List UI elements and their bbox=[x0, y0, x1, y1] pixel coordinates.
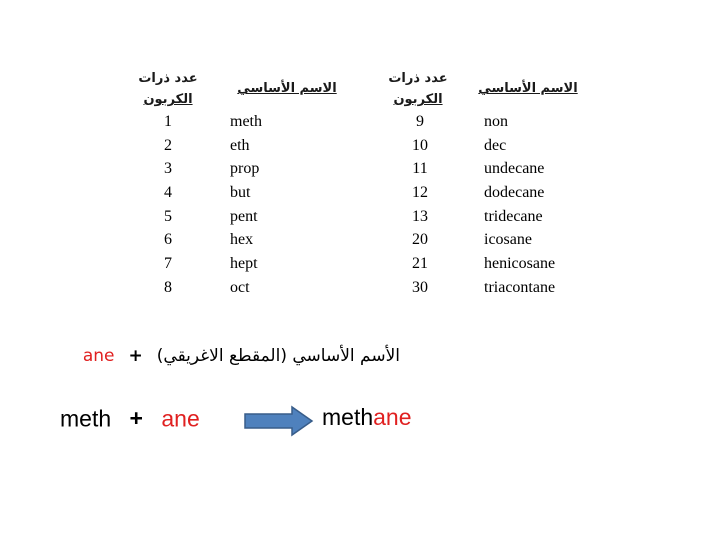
table-cell: prop bbox=[230, 160, 260, 178]
table-cell: undecane bbox=[484, 160, 545, 178]
table-cell: 30 bbox=[412, 278, 428, 296]
table-cell: 8 bbox=[164, 278, 172, 296]
table-cell: eth bbox=[230, 136, 250, 154]
table-cell: 20 bbox=[412, 231, 428, 249]
table-cell: meth bbox=[230, 113, 262, 130]
table-cell: 21 bbox=[412, 255, 428, 273]
table-cell: 2 bbox=[164, 136, 172, 154]
table-cell: icosane bbox=[484, 231, 532, 249]
header-carbon-count-1-line2: الكربون bbox=[143, 92, 193, 107]
right-arrow-icon bbox=[244, 405, 314, 437]
example-equation bbox=[60, 404, 200, 432]
header-carbon-count-1-line1: عدد ذرات bbox=[138, 71, 198, 86]
example-suffix: ane bbox=[161, 405, 200, 432]
rule-suffix: ane bbox=[82, 346, 115, 366]
example-plus: + bbox=[129, 405, 143, 432]
header-base-name-2 bbox=[478, 78, 578, 99]
table-cell: 12 bbox=[412, 184, 428, 202]
table-cell: 1 bbox=[164, 113, 172, 130]
header-base-name-2-text: الاسم الأساسي bbox=[478, 81, 578, 96]
table-cell: 6 bbox=[164, 231, 172, 249]
table-cell: 13 bbox=[412, 207, 428, 225]
example-stem: meth bbox=[60, 405, 112, 432]
table-cell: henicosane bbox=[484, 255, 556, 273]
base-name-column-2 bbox=[484, 110, 604, 300]
table-cell: hept bbox=[230, 255, 258, 273]
carbon-count-column-1 bbox=[148, 110, 188, 300]
table-cell: dodecane bbox=[484, 184, 545, 202]
header-base-name-1 bbox=[232, 78, 342, 99]
rule-arabic-text: الأسم الأساسي (المقطع الاغريقي) bbox=[156, 346, 400, 366]
table-cell: 7 bbox=[164, 255, 172, 273]
table-cell: pent bbox=[230, 207, 258, 225]
header-carbon-count-2-line2: الكربون bbox=[393, 92, 443, 107]
table-cell: 10 bbox=[412, 136, 428, 154]
table-cell: 11 bbox=[412, 160, 428, 178]
table-cell: triacontane bbox=[484, 278, 556, 296]
result-stem: meth bbox=[322, 404, 374, 430]
result-suffix: ane bbox=[373, 404, 412, 430]
header-base-name-1-text: الاسم الأساسي bbox=[237, 81, 337, 96]
table-cell: 9 bbox=[416, 113, 424, 130]
naming-rule bbox=[40, 346, 400, 366]
table-cell: 5 bbox=[164, 207, 172, 225]
table-cell: 4 bbox=[164, 184, 172, 202]
example-result bbox=[322, 404, 412, 431]
carbon-count-column-2 bbox=[398, 110, 442, 300]
table-cell: dec bbox=[484, 136, 507, 154]
table-cell: hex bbox=[230, 231, 254, 249]
table-cell: but bbox=[230, 184, 251, 202]
table-cell: 3 bbox=[164, 160, 172, 178]
header-carbon-count-2 bbox=[370, 68, 466, 110]
rule-plus: + bbox=[128, 346, 143, 366]
base-name-column-1 bbox=[230, 110, 330, 300]
table-cell: non bbox=[484, 113, 508, 130]
header-carbon-count-2-line1: عدد ذرات bbox=[388, 71, 448, 86]
header-carbon-count-1 bbox=[120, 68, 216, 110]
table-cell: tridecane bbox=[484, 207, 543, 225]
table-cell: oct bbox=[230, 278, 250, 296]
